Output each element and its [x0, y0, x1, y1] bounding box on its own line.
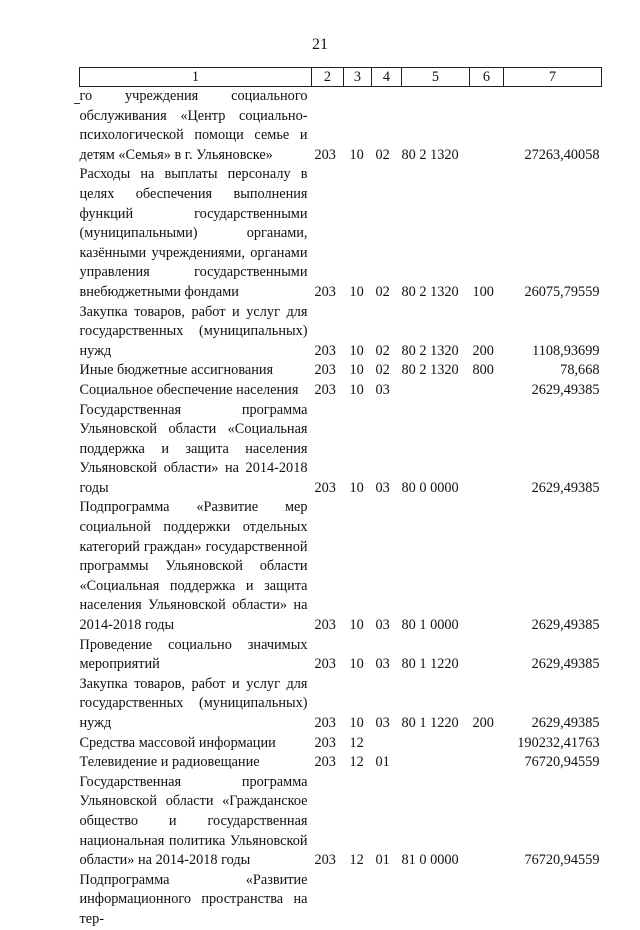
table-row: [80, 165, 602, 302]
row-code-section: 10: [349, 617, 364, 634]
row-name: Социальное обеспечение населения: [79, 381, 299, 398]
row-code-section: 10: [349, 146, 364, 163]
row-amount: 2629,49385: [531, 479, 600, 496]
row-name: Подпрограмма «Развитие мер социальной поддержки отдельных категорий граждан» государственной программы Ульяновской области «Социальная поддержка и защита населения Ульяновской области» на 2014-2018 годы: [79, 499, 308, 634]
row-code-target: 80 1 1220: [401, 656, 459, 673]
header-row: [80, 68, 602, 87]
row-name: Проведение социально значимых мероприятий: [79, 636, 308, 673]
page-number: 21: [312, 36, 328, 53]
row-code-section: [344, 871, 372, 930]
header-col-1: 1: [80, 68, 312, 87]
row-code-expense-type: [470, 636, 504, 675]
row-code-section: 10: [349, 479, 364, 496]
row-code-target: 80 2 1320: [401, 342, 459, 359]
table-row: [80, 636, 602, 675]
header-col-4: 4: [372, 68, 402, 87]
row-code-expense-type: [470, 498, 504, 635]
row-code-admin: 203: [314, 852, 336, 869]
row-name: го учреждения социального обслуживания «Центр социально-психологической помощи семье и детям «Семья» в г. Ульяновске»: [79, 88, 308, 163]
row-code-target: 80 1 0000: [401, 617, 459, 634]
budget-table: [79, 67, 602, 930]
row-code-expense-type: 800: [472, 362, 494, 379]
table-row: [80, 401, 602, 499]
row-code-expense-type: 100: [472, 283, 494, 300]
table-row: [80, 361, 602, 381]
row-code-subsection: 03: [375, 715, 390, 731]
row-code-expense-type: [470, 401, 504, 499]
row-code-target: [402, 381, 470, 401]
row-code-admin: 203: [314, 754, 336, 771]
row-amount: 1108,93699: [532, 342, 600, 359]
header-col-7: 7: [504, 68, 602, 87]
row-code-subsection: 02: [375, 362, 390, 379]
row-code-expense-type: [470, 753, 504, 773]
row-code-subsection: 02: [375, 342, 390, 359]
row-code-expense-type: [470, 381, 504, 401]
row-amount: 2629,49385: [531, 617, 600, 634]
row-code-subsection: 01: [375, 852, 390, 869]
header-col-5: 5: [402, 68, 470, 87]
row-code-target: 80 1 1220: [401, 715, 459, 731]
row-code-admin: 203: [314, 734, 336, 751]
table-row: [80, 734, 602, 754]
row-code-admin: 203: [314, 381, 336, 398]
table-row: [80, 303, 602, 362]
table-row: [80, 753, 602, 773]
row-code-target: [402, 734, 470, 754]
row-code-subsection: 03: [375, 479, 390, 496]
table-row: [80, 871, 602, 930]
table-row: [80, 675, 602, 734]
row-code-expense-type: 200: [472, 715, 494, 731]
row-code-target: 81 0 0000: [401, 852, 459, 869]
row-code-admin: 203: [314, 362, 336, 379]
row-name: Средства массовой информации: [79, 734, 276, 751]
row-code-subsection: 03: [375, 381, 390, 398]
row-code-section: 12: [349, 754, 364, 771]
row-amount: 76720,94559: [524, 754, 600, 771]
row-name: Закупка товаров, работ и услуг для государственных (муниципальных) нужд: [79, 675, 308, 731]
row-amount: 76720,94559: [524, 852, 600, 869]
row-amount: 78,668: [560, 362, 600, 379]
row-amount: 190232,41763: [517, 734, 600, 751]
row-amount: 27263,40058: [524, 146, 600, 163]
row-code-subsection: [372, 734, 402, 754]
row-code-target: 80 2 1320: [401, 362, 459, 379]
table-row: [80, 498, 602, 635]
row-code-subsection: 01: [375, 754, 390, 771]
header-col-3: 3: [344, 68, 372, 87]
row-name: Подпрограмма «Развитие информационного пространства на тер-: [79, 871, 308, 927]
row-name: Иные бюджетные ассигнования: [79, 362, 274, 379]
header-col-2: 2: [312, 68, 344, 87]
row-code-admin: 203: [314, 283, 336, 300]
row-name: Государственная программа Ульяновской области «Гражданское общество и государственная национальная политика Ульяновской области» на 2014-2018 годы: [79, 773, 308, 869]
row-code-section: 10: [349, 342, 364, 359]
row-code-subsection: 03: [375, 656, 390, 673]
row-code-section: 10: [349, 656, 364, 673]
row-code-section: 10: [349, 715, 364, 731]
row-code-section: 10: [349, 283, 364, 300]
row-code-section: 12: [349, 734, 364, 751]
table-row: [80, 773, 602, 871]
row-code-admin: 203: [314, 479, 336, 496]
row-code-target: [402, 753, 470, 773]
row-code-expense-type: [470, 773, 504, 871]
row-code-expense-type: [470, 87, 504, 166]
row-code-section: 12: [349, 852, 364, 869]
table-row: [80, 87, 602, 166]
table-row: [80, 381, 602, 401]
row-code-target: [402, 871, 470, 930]
header-col-6: 6: [470, 68, 504, 87]
row-code-admin: 203: [314, 715, 336, 731]
row-name: Телевидение и радиовещание: [79, 754, 260, 771]
row-code-subsection: [372, 871, 402, 930]
row-code-subsection: 03: [375, 617, 390, 634]
row-code-section: 10: [349, 381, 364, 398]
row-code-subsection: 02: [375, 283, 390, 300]
row-code-target: 80 2 1320: [401, 146, 459, 163]
row-code-expense-type: 200: [472, 342, 494, 359]
row-amount: 2629,49385: [531, 656, 600, 673]
row-code-expense-type: [470, 871, 504, 930]
row-code-admin: 203: [314, 342, 336, 359]
row-code-admin: [312, 871, 344, 930]
row-amount: [504, 871, 602, 930]
row-code-target: 80 0 0000: [401, 479, 459, 496]
row-code-admin: 203: [314, 656, 336, 673]
row-name: Расходы на выплаты персоналу в целях обеспечения выполнения функций государственными (муниципальными) органами, казёнными учреждениями, органами управления государственными внебюджетными фондами: [79, 166, 308, 300]
row-code-section: 10: [349, 362, 364, 379]
row-code-subsection: 02: [375, 146, 390, 163]
row-name: Закупка товаров, работ и услуг для государственных (муниципальных) нужд: [79, 303, 308, 359]
row-code-target: 80 2 1320: [401, 283, 459, 300]
row-code-admin: 203: [314, 617, 336, 634]
row-amount: 2629,49385: [531, 715, 600, 731]
row-code-expense-type: [470, 734, 504, 754]
row-name: Государственная программа Ульяновской области «Социальная поддержка и защита населения Ульяновской области» на 2014-2018 годы: [79, 401, 308, 496]
row-code-admin: 203: [314, 146, 336, 163]
row-amount: 2629,49385: [531, 381, 600, 398]
row-amount: 26075,79559: [524, 283, 600, 300]
